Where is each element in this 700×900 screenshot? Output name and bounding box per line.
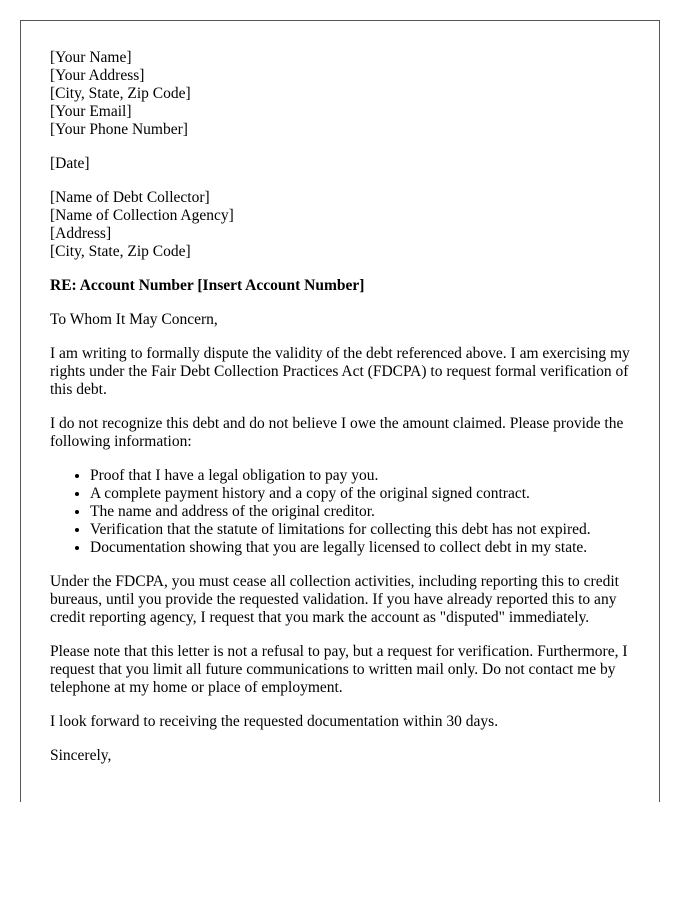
letter-page bbox=[20, 20, 660, 802]
note-paragraph: Please note that this letter is not a refusal to pay, but a request for verification. Furthermore, I request that you limit all future communications to written mail only. Do not contact me by telephone at my home or place of employment. bbox=[50, 643, 628, 696]
recipient-block bbox=[50, 189, 640, 261]
requested-items-list bbox=[50, 467, 640, 557]
date-block bbox=[50, 155, 640, 173]
recipient-collector-name: [Name of Debt Collector] bbox=[50, 189, 210, 206]
list-item: • The name and address of the original creditor. bbox=[90, 503, 640, 521]
salutation: To Whom It May Concern, bbox=[50, 311, 218, 328]
letter-body bbox=[50, 49, 640, 781]
fdcpa-paragraph: Under the FDCPA, you must cease all collection activities, including reporting this to credit bureaus, until you provide the requested validation. If you have already reported this to any credit reporting agency, I request that you mark the account as "disputed" immediately. bbox=[50, 573, 619, 626]
sender-name: [Your Name] bbox=[50, 49, 132, 66]
sender-city-state-zip: [City, State, Zip Code] bbox=[50, 85, 191, 102]
sender-address: [Your Address] bbox=[50, 67, 145, 84]
closing-paragraph: I look forward to receiving the requested documentation within 30 days. bbox=[50, 713, 499, 730]
request-paragraph: I do not recognize this debt and do not believe I owe the amount claimed. Please provide the following information: bbox=[50, 415, 624, 450]
subject-line: RE: Account Number [Insert Account Number] bbox=[50, 277, 365, 294]
list-item: • Documentation showing that you are legally licensed to collect debt in my state. bbox=[90, 539, 640, 557]
recipient-address: [Address] bbox=[50, 225, 112, 242]
letter-date: [Date] bbox=[50, 155, 90, 172]
recipient-agency-name: [Name of Collection Agency] bbox=[50, 207, 234, 224]
sender-phone: [Your Phone Number] bbox=[50, 121, 188, 138]
list-item: • A complete payment history and a copy of the original signed contract. bbox=[90, 485, 640, 503]
list-item: • Proof that I have a legal obligation to pay you. bbox=[90, 467, 640, 485]
list-item: • Verification that the statute of limitations for collecting this debt has not expired. bbox=[90, 521, 640, 539]
sender-block bbox=[50, 49, 640, 139]
intro-paragraph: I am writing to formally dispute the validity of the debt referenced above. I am exercising my rights under the Fair Debt Collection Practices Act (FDCPA) to request formal verification of this debt. bbox=[50, 345, 630, 398]
recipient-city-state-zip: [City, State, Zip Code] bbox=[50, 243, 191, 260]
sender-email: [Your Email] bbox=[50, 103, 132, 120]
signoff: Sincerely, bbox=[50, 747, 112, 764]
